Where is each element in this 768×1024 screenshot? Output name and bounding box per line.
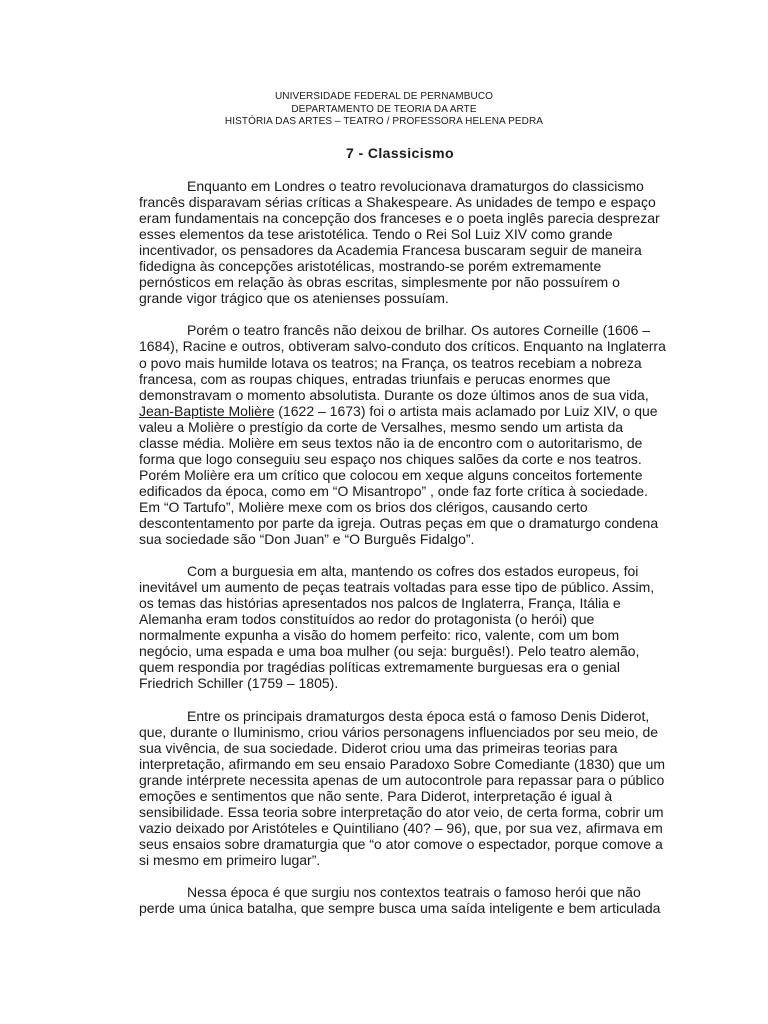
text-line: pernósticos em relação às obras escritas, simplesmente por não possuírem o xyxy=(139,274,620,291)
moliere-link[interactable]: Jean-Baptiste Molière xyxy=(139,402,275,419)
text-line-moliere xyxy=(139,403,659,419)
text-line: sua vivência, de sua sociedade. Diderot criou uma das primeiras teorias para xyxy=(139,739,618,756)
text-line: Enquanto em Londres o teatro revolucionava dramaturgos do classicismo xyxy=(187,178,644,194)
paragraph-2 xyxy=(139,322,666,548)
header-department: DEPARTAMENTO DE TEORIA DA ARTE xyxy=(291,103,477,115)
text-line: Com a burguesia em alta, mantendo os cofres dos estados europeus, foi xyxy=(187,563,639,580)
text-line: sensibilidade. Essa teoria sobre interpretação do ator veio, de certa forma, cobrir um xyxy=(139,803,664,820)
text-line: grande intérprete necessita apenas de um autocontrole para repassar para o público xyxy=(139,771,665,788)
text-line: francês disparavam sérias críticas a Shakespeare. As unidades de tempo e espaço xyxy=(139,194,656,211)
header-university: UNIVERSIDADE FEDERAL DE PERNAMBUCO xyxy=(274,91,494,102)
text-line: francesa, com as roupas chiques, entradas triunfais e perucas enormes que xyxy=(139,370,611,387)
header-course: HISTÓRIA DAS ARTES – TEATRO / PROFESSORA HELENA PEDRA xyxy=(224,116,544,127)
text-line: os temas das histórias apresentados nos palcos de Inglaterra, França, Itália e xyxy=(139,595,621,612)
text-line: quem respondia por tragédias políticas extremamente burguesas era o genial xyxy=(139,659,620,676)
text-line: vazio deixado por Aristóteles e Quintiliano (40? – 96), que, por sua vez, afirmava em xyxy=(139,819,663,836)
text-line: Entre os principais dramaturgos desta época está o famoso Denis Diderot, xyxy=(187,707,650,724)
text-line: demonstravam o momento absolutista. Durante os doze últimos anos de sua vida, xyxy=(139,386,649,403)
paragraph-4 xyxy=(139,707,666,868)
paragraph-5 xyxy=(139,884,659,916)
text-line: negócio, uma espada e uma boa mulher (ou seja: burguês!). Pelo teatro alemão, xyxy=(139,643,640,660)
moliere-line-rest: (1622 – 1673) foi o artista mais aclamado por Luiz XIV, o que xyxy=(274,402,658,419)
text-line: normalmente expunha a visão do homem perfeito: rico, valente, com um bom xyxy=(139,627,620,644)
text-line: Porém Molière era um crítico que colocou em xeque alguns conceitos fortemente xyxy=(139,466,643,483)
text-line: fidedigna às concepções aristotélicas, mostrando-se porém extremamente xyxy=(139,258,602,275)
text-line: 1684), Racine e outros, obtiveram salvo-conduto dos críticos. Enquanto na Inglaterra xyxy=(139,338,666,355)
document-header xyxy=(0,91,768,129)
text-line: incentivador, os pensadores da Academia Francesa buscaram seguir de maneira xyxy=(139,242,642,259)
text-line: classe média. Molière em seus textos não ia de encontro com o autoritarismo, de xyxy=(139,434,643,451)
text-line: inevitável um aumento de peças teatrais voltadas para esse tipo de público. Assim, xyxy=(139,579,655,596)
text-line: eram fundamentais na concepção dos franceses e o poeta inglês parecia desprezar xyxy=(139,210,660,227)
document-body xyxy=(139,178,666,932)
paragraph-3 xyxy=(139,563,659,691)
paragraph-1 xyxy=(139,178,659,306)
text-line: Porém o teatro francês não deixou de brilhar. Os autores Corneille (1606 – xyxy=(187,322,651,339)
text-line: si mesmo em primeiro lugar”. xyxy=(139,851,321,868)
text-line: o povo mais humilde lotava os teatros; na França, os teatros recebiam a nobreza xyxy=(139,354,642,371)
text-line: Em “O Tartufo”, Molière mexe com os brios dos clérigos, causando certo xyxy=(139,498,588,515)
text-line: valeu a Molière o prestígio da corte de Versalhes, mesmo sendo um artista da xyxy=(139,418,624,435)
text-line: Nessa época é que surgiu nos contextos teatrais o famoso herói que não xyxy=(187,884,641,901)
text-line: que, durante o Iluminismo, criou vários personagens influenciados por seu meio, de xyxy=(139,723,659,740)
text-line: descontentamento por parte da igreja. Outras peças em que o dramaturgo condena xyxy=(139,514,659,531)
text-line: forma que logo conseguiu seu espaço nos chiques salões da corte e nos teatros. xyxy=(139,450,642,467)
chapter-title: 7 - Classicismo xyxy=(346,145,454,161)
text-line: esses elementos da tese aristotélica. Tendo o Rei Sol Luiz XIV como grande xyxy=(139,226,613,243)
text-line: Alemanha eram todos constituídos ao redor do protagonista (o herói) que xyxy=(139,611,595,628)
text-line: Friedrich Schiller (1759 – 1805). xyxy=(139,675,339,692)
text-line: emoções e sentimentos que não sente. Para Diderot, interpretação é igual à xyxy=(139,787,613,804)
text-line: sua sociedade são “Don Juan” e “O Burguês Fidalgo”. xyxy=(139,531,475,548)
text-line: interpretação, afirmando em seu ensaio Paradoxo Sobre Comediante (1830) que um xyxy=(139,755,666,772)
text-line: perde uma única batalha, que sempre busca uma saída inteligente e bem articulada xyxy=(139,900,661,917)
text-line: grande vigor trágico que os atenienses possuíam. xyxy=(139,290,449,307)
text-line: seus ensaios sobre dramaturgia que “o ator comove o espectador, porque comove a xyxy=(139,835,663,852)
text-line: edificados da época, como em “O Misantropo” , onde faz forte crítica à sociedade. xyxy=(139,482,648,499)
